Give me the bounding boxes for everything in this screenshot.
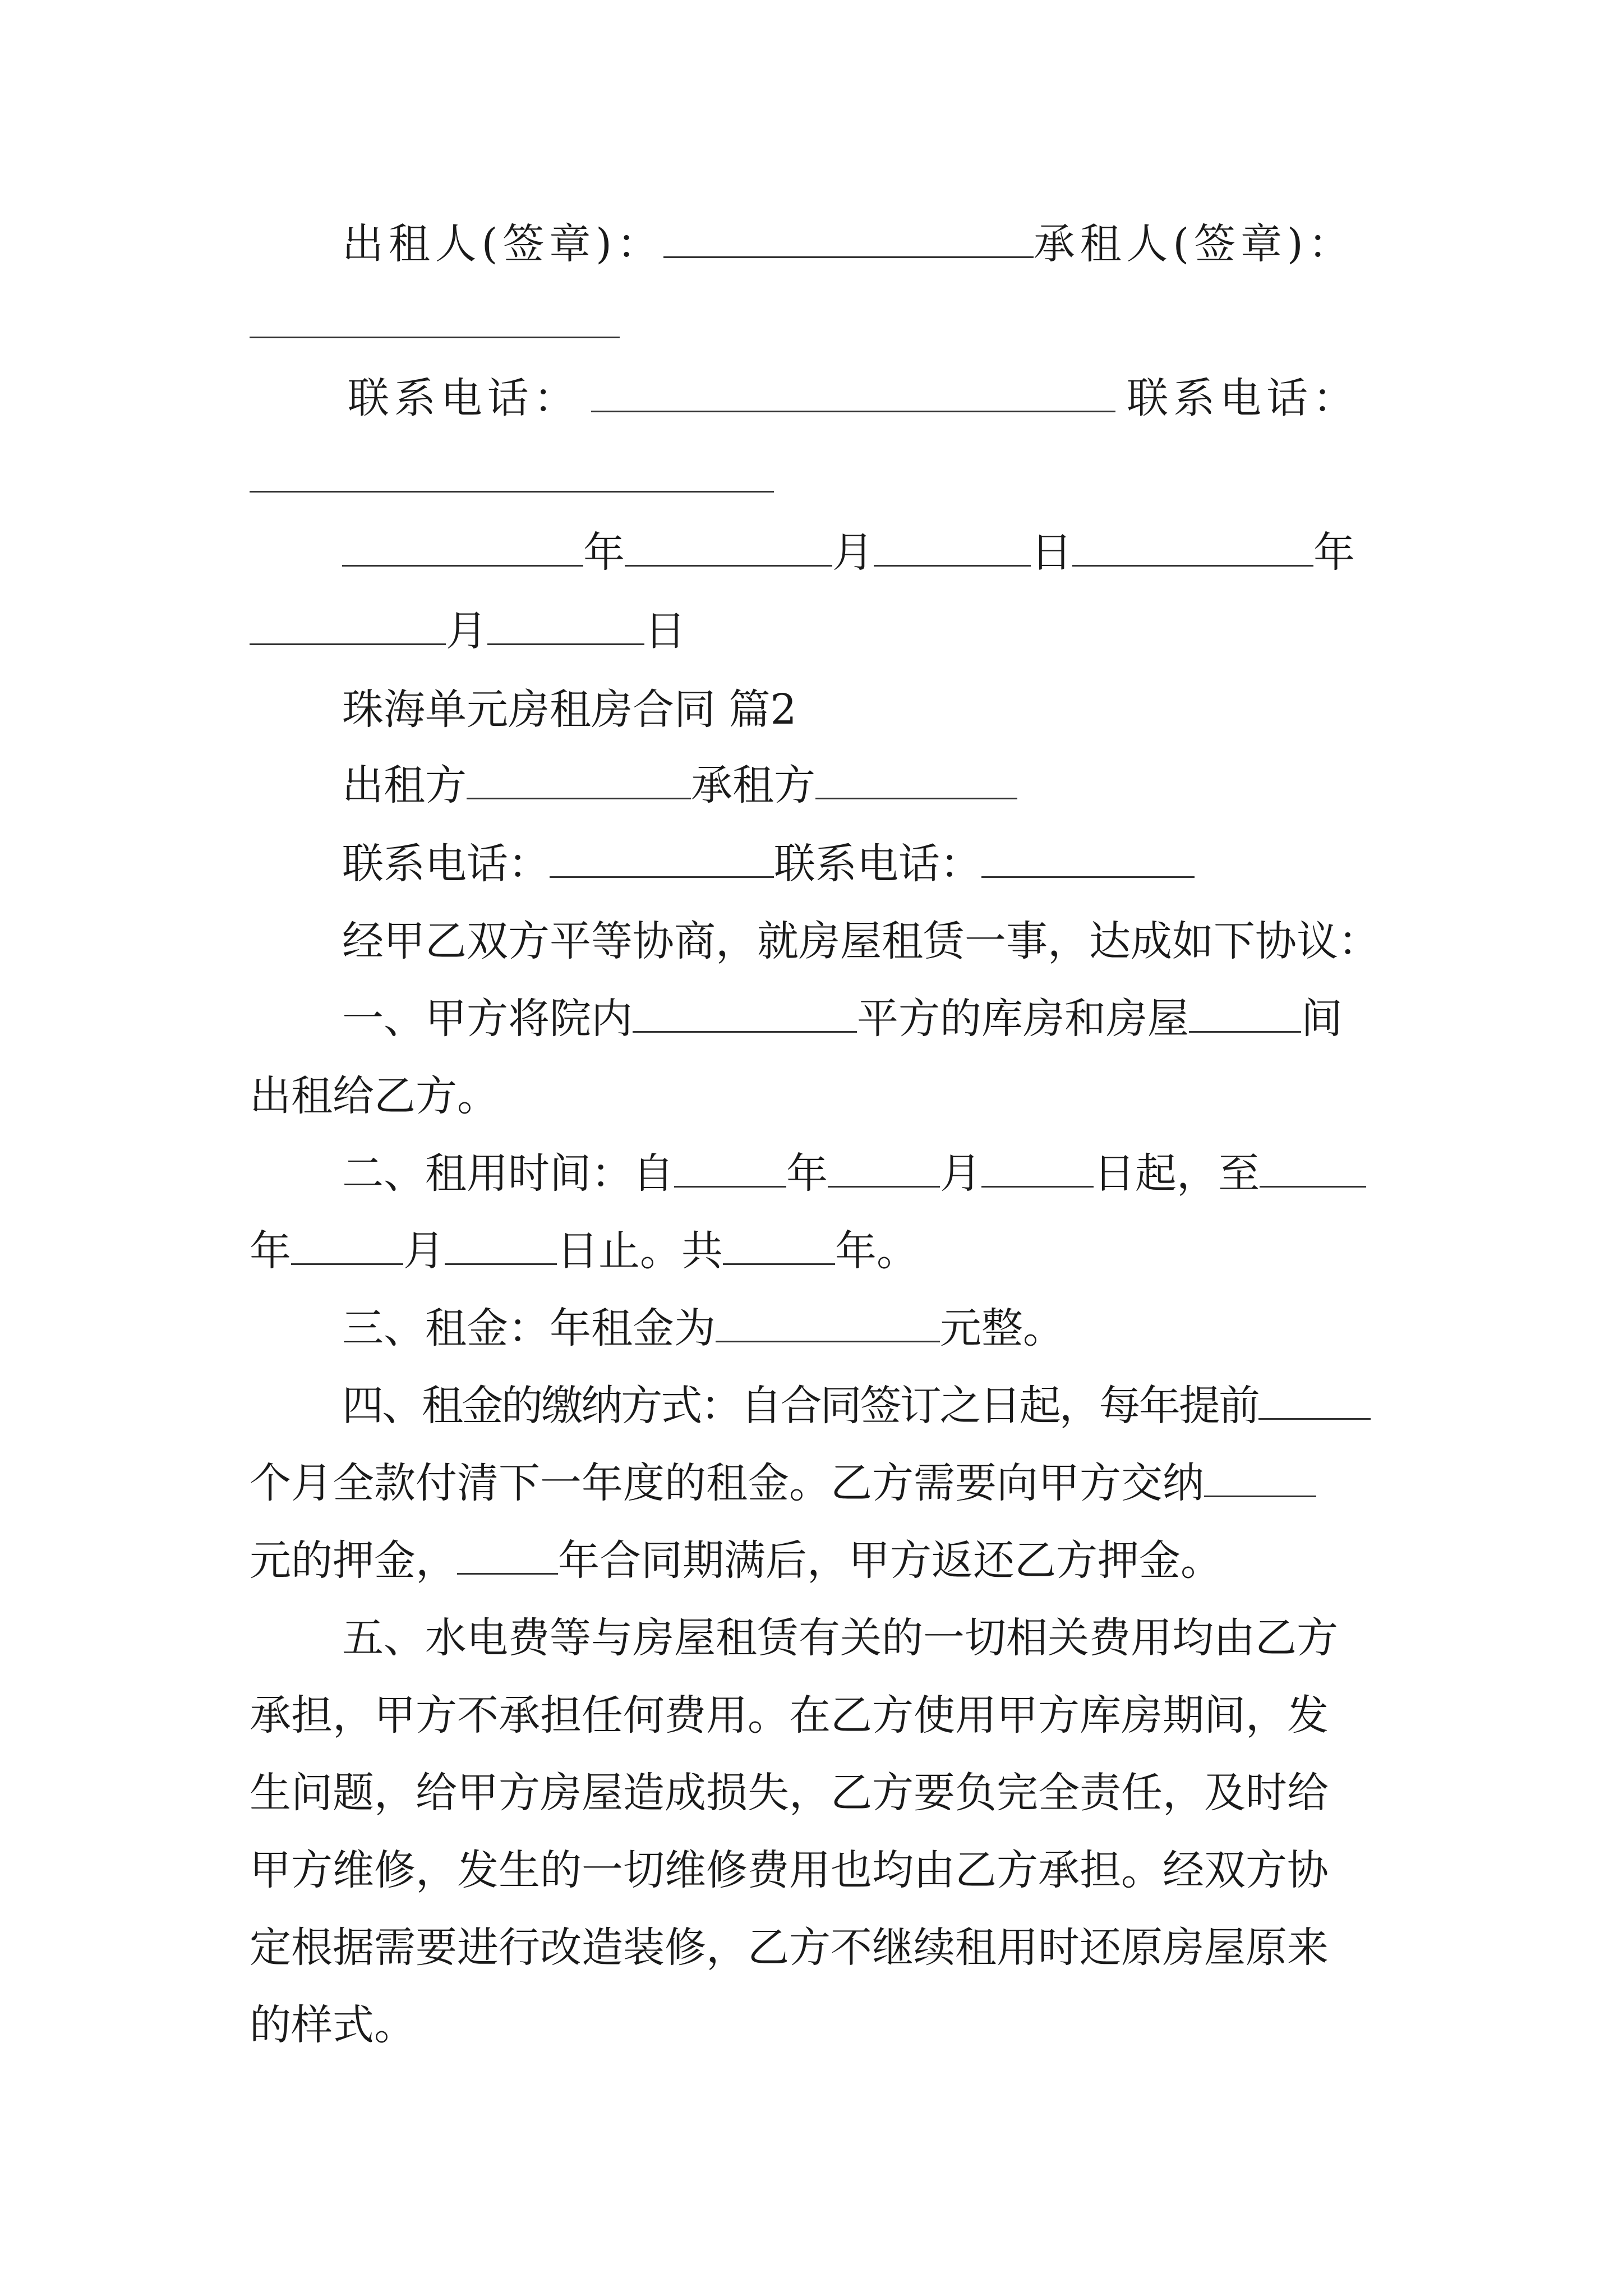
clause-2-text: 二、租用时间：自 <box>342 1149 674 1198</box>
deposit-blank <box>1204 1457 1316 1497</box>
clause-2-text: 月 <box>403 1227 445 1275</box>
date-blank <box>1260 1148 1366 1188</box>
month-label: 月 <box>832 528 874 577</box>
lessor-signature-blank <box>663 218 1034 258</box>
lessee-party-label: 承租方 <box>691 761 815 809</box>
year-label: 年 <box>583 528 625 577</box>
clause-2-text: 日起，至 <box>1094 1149 1260 1198</box>
lessor-party-blank <box>467 760 691 799</box>
clause-4-text: 年合同期满后，甲方返还乙方押金。 <box>558 1536 1222 1585</box>
lessee-phone-label: 联系电话： <box>1127 374 1359 422</box>
clause-4-text: 个月全款付清下一年度的租金。乙方需要向甲方交纳 <box>250 1459 1204 1507</box>
clause-5-line1: 五、水电费等与房屋租赁有关的一切相关费用均由乙方 <box>342 1614 1338 1662</box>
clause-2-text: 日止。共 <box>557 1227 723 1275</box>
clause-2 <box>342 1145 1366 1202</box>
clause-5-line3: 生问题，给甲方房屋造成损失，乙方要负完全责任，及时给 <box>250 1769 1329 1817</box>
month-label: 月 <box>446 607 487 655</box>
clause-1-cont: 出租给乙方。 <box>250 1072 499 1120</box>
clause-1-text: 间 <box>1301 995 1343 1043</box>
date-blank <box>874 527 1031 567</box>
clause-2-text: 年。 <box>835 1227 918 1275</box>
date-blank <box>625 527 832 567</box>
lessor-signature-label: 出租人(签章)： <box>342 220 663 268</box>
lessor-signature-line <box>342 216 1355 272</box>
date-blank <box>250 605 446 645</box>
clause-2-text: 年 <box>250 1227 291 1275</box>
date-blank <box>445 1225 557 1265</box>
clause-4-line2 <box>250 1455 1316 1511</box>
term-blank <box>457 1535 558 1575</box>
lessor-phone-blank <box>550 838 774 878</box>
clause-2-text: 月 <box>940 1149 981 1198</box>
months-blank <box>1258 1380 1371 1420</box>
parties-phone-line <box>342 836 1195 892</box>
date-line-2 <box>250 603 686 659</box>
clause-1-text: 一、甲方将院内 <box>342 995 633 1043</box>
lessor-phone-label: 联系电话： <box>348 374 580 422</box>
clause-5-line5: 定根据需要进行改造装修，乙方不继续租用时还原房屋原来 <box>250 1924 1329 1972</box>
date-blank <box>828 1148 940 1188</box>
lessee-phone-blank <box>250 491 774 493</box>
clause-3-text: 三、租金：年租金为 <box>342 1304 716 1352</box>
lessee-phone-label: 联系电话： <box>774 840 981 888</box>
date-line-1 <box>342 524 1355 581</box>
lessee-signature-blank <box>250 337 620 338</box>
year-label: 年 <box>1313 528 1355 577</box>
clause-2-text: 年 <box>786 1149 828 1198</box>
clause-5-line6: 的样式。 <box>250 2001 416 2049</box>
clause-5-line2: 承担，甲方不承担任何费用。在乙方使用甲方库房期间，发 <box>250 1691 1329 1740</box>
clause-2-cont <box>250 1223 918 1279</box>
clause-1-text: 平方的库房和房屋 <box>857 995 1189 1043</box>
day-label: 日 <box>644 607 686 655</box>
clause-4-line3 <box>250 1533 1222 1589</box>
rooms-blank <box>1189 993 1301 1033</box>
section-heading: 珠海单元房租房合同 篇2 <box>342 685 797 734</box>
area-blank <box>633 993 857 1033</box>
date-blank <box>981 1148 1094 1188</box>
clause-3-text: 元整。 <box>940 1304 1064 1352</box>
lessor-party-label: 出租方 <box>342 761 467 809</box>
lessee-party-blank <box>815 760 1017 799</box>
date-blank <box>291 1225 403 1265</box>
clause-4-text: 元的押金， <box>250 1536 457 1585</box>
rent-blank <box>716 1303 940 1342</box>
clause-3 <box>342 1300 1064 1356</box>
lessee-phone-blank <box>981 838 1195 878</box>
phone-signature-line <box>348 370 1359 426</box>
intro-paragraph: 经甲乙双方平等协商，就房屋租赁一事，达成如下协议： <box>342 917 1380 965</box>
day-label: 日 <box>1031 528 1072 577</box>
clause-5-line4: 甲方维修，发生的一切维修费用也均由乙方承担。经双方协 <box>250 1846 1329 1894</box>
lessee-signature-label: 承租人(签章)： <box>1033 220 1355 268</box>
date-blank <box>342 527 583 567</box>
clause-1 <box>342 991 1343 1047</box>
date-blank <box>487 605 644 645</box>
duration-blank <box>723 1225 835 1265</box>
parties-line <box>342 757 1017 813</box>
date-blank <box>674 1148 786 1188</box>
clause-4-text: 四、租金的缴纳方式：自合同签订之日起，每年提前 <box>342 1382 1258 1430</box>
date-blank <box>1072 527 1313 567</box>
clause-4 <box>342 1378 1371 1434</box>
lessor-phone-blank <box>591 372 1115 412</box>
lessor-phone-label: 联系电话： <box>342 840 550 888</box>
